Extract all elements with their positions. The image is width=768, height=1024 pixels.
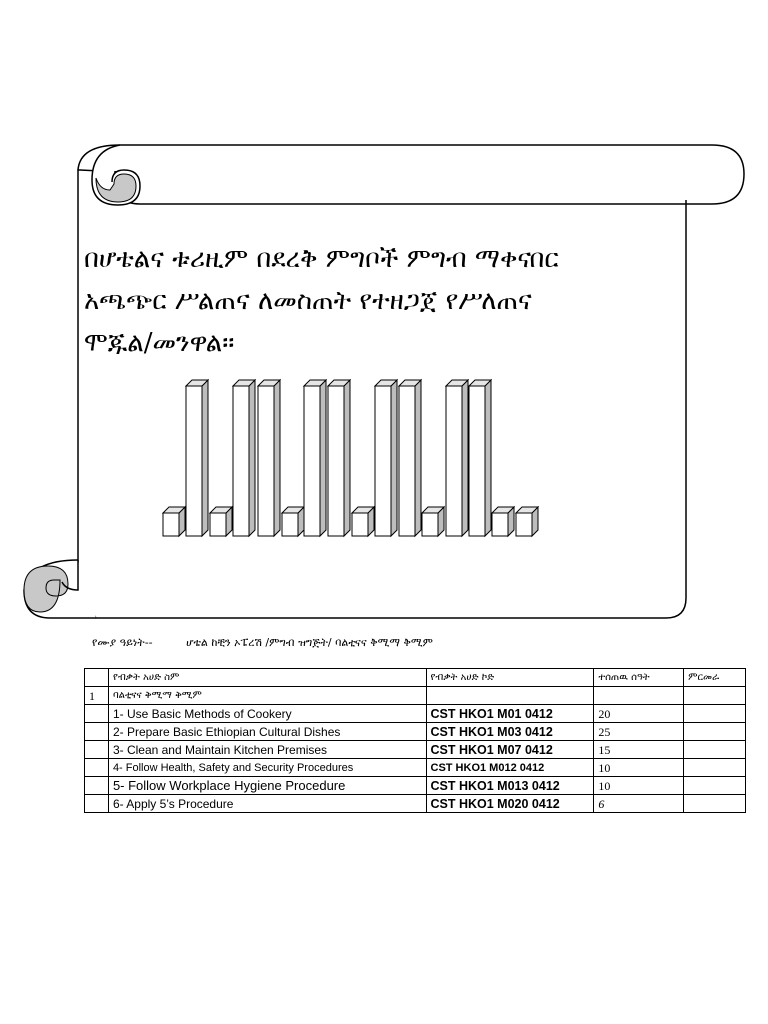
unit-hours: 10 (594, 759, 684, 777)
empty-cell (85, 741, 109, 759)
unit-code: CST HKO1 M07 0412 (426, 741, 594, 759)
unit-code: CST HKO1 M020 0412 (426, 795, 594, 813)
unit-code: CST HKO1 M012 0412 (426, 759, 594, 777)
occupation-label: የሙያ ዓይነት-- (92, 636, 153, 649)
unit-code: CST HKO1 M013 0412 (426, 777, 594, 795)
group-name: ባልቲናና ቅሚማ ቅሚም (108, 687, 426, 705)
unit-remark (684, 777, 746, 795)
empty-cell (85, 723, 109, 741)
empty-cell (684, 687, 746, 705)
occupation-value: ሆቴል ከቺን ኦፔረሽ /ምግብ ዝግጅት/ ባልቲናና ቅሚማ ቅሚም (186, 636, 433, 649)
unit-remark (684, 705, 746, 723)
unit-hours: 15 (594, 741, 684, 759)
unit-name: 1- Use Basic Methods of Cookery (108, 705, 426, 723)
group-num: 1 (85, 687, 109, 705)
units-table (84, 668, 746, 813)
unit-remark (684, 723, 746, 741)
unit-name: 2- Prepare Basic Ethiopian Cultural Dishes (108, 723, 426, 741)
group-row (85, 687, 746, 705)
empty-cell (594, 687, 684, 705)
title-line-3: ሞጁል/መንዋል። (84, 328, 235, 358)
empty-cell (85, 759, 109, 777)
table-row (85, 723, 746, 741)
table-row (85, 705, 746, 723)
header-hours: ተሰጠዉ ሰዓት (594, 669, 684, 687)
header-unit-name: የብቃት አሀድ ስም (108, 669, 426, 687)
header-unit-code: የብቃት አሀድ ኮድ (426, 669, 594, 687)
document-title (84, 238, 684, 364)
unit-remark (684, 795, 746, 813)
table-row (85, 777, 746, 795)
table-row (85, 741, 746, 759)
unit-hours: 25 (594, 723, 684, 741)
table-header-row (85, 669, 746, 687)
empty-cell (85, 705, 109, 723)
unit-name: 3- Clean and Maintain Kitchen Premises (108, 741, 426, 759)
table-row (85, 759, 746, 777)
unit-remark (684, 759, 746, 777)
unit-name: 6- Apply 5’s Procedure (108, 795, 426, 813)
unit-code: CST HKO1 M01 0412 (426, 705, 594, 723)
unit-name: 5- Follow Workplace Hygiene Procedure (108, 777, 426, 795)
empty-cell (426, 687, 594, 705)
empty-cell (85, 795, 109, 813)
empty-cell (85, 777, 109, 795)
title-line-1: በሆቴልና ቱሪዚም በደረቅ ምግቦች ምግብ ማቀናበር (84, 244, 559, 274)
header-remark: ምርመራ (684, 669, 746, 687)
unit-hours: 6 (594, 795, 684, 813)
occupation-line (92, 636, 433, 650)
table-row (85, 795, 746, 813)
unit-code: CST HKO1 M03 0412 (426, 723, 594, 741)
header-num (85, 669, 109, 687)
unit-hours: 10 (594, 777, 684, 795)
unit-hours: 20 (594, 705, 684, 723)
unit-name: 4- Follow Health, Safety and Security Procedures (108, 759, 426, 777)
unit-remark (684, 741, 746, 759)
title-line-2: አጫጭር ሥልጠና ለመስጠት የተዘጋጀ የሥለጠና (84, 286, 532, 316)
